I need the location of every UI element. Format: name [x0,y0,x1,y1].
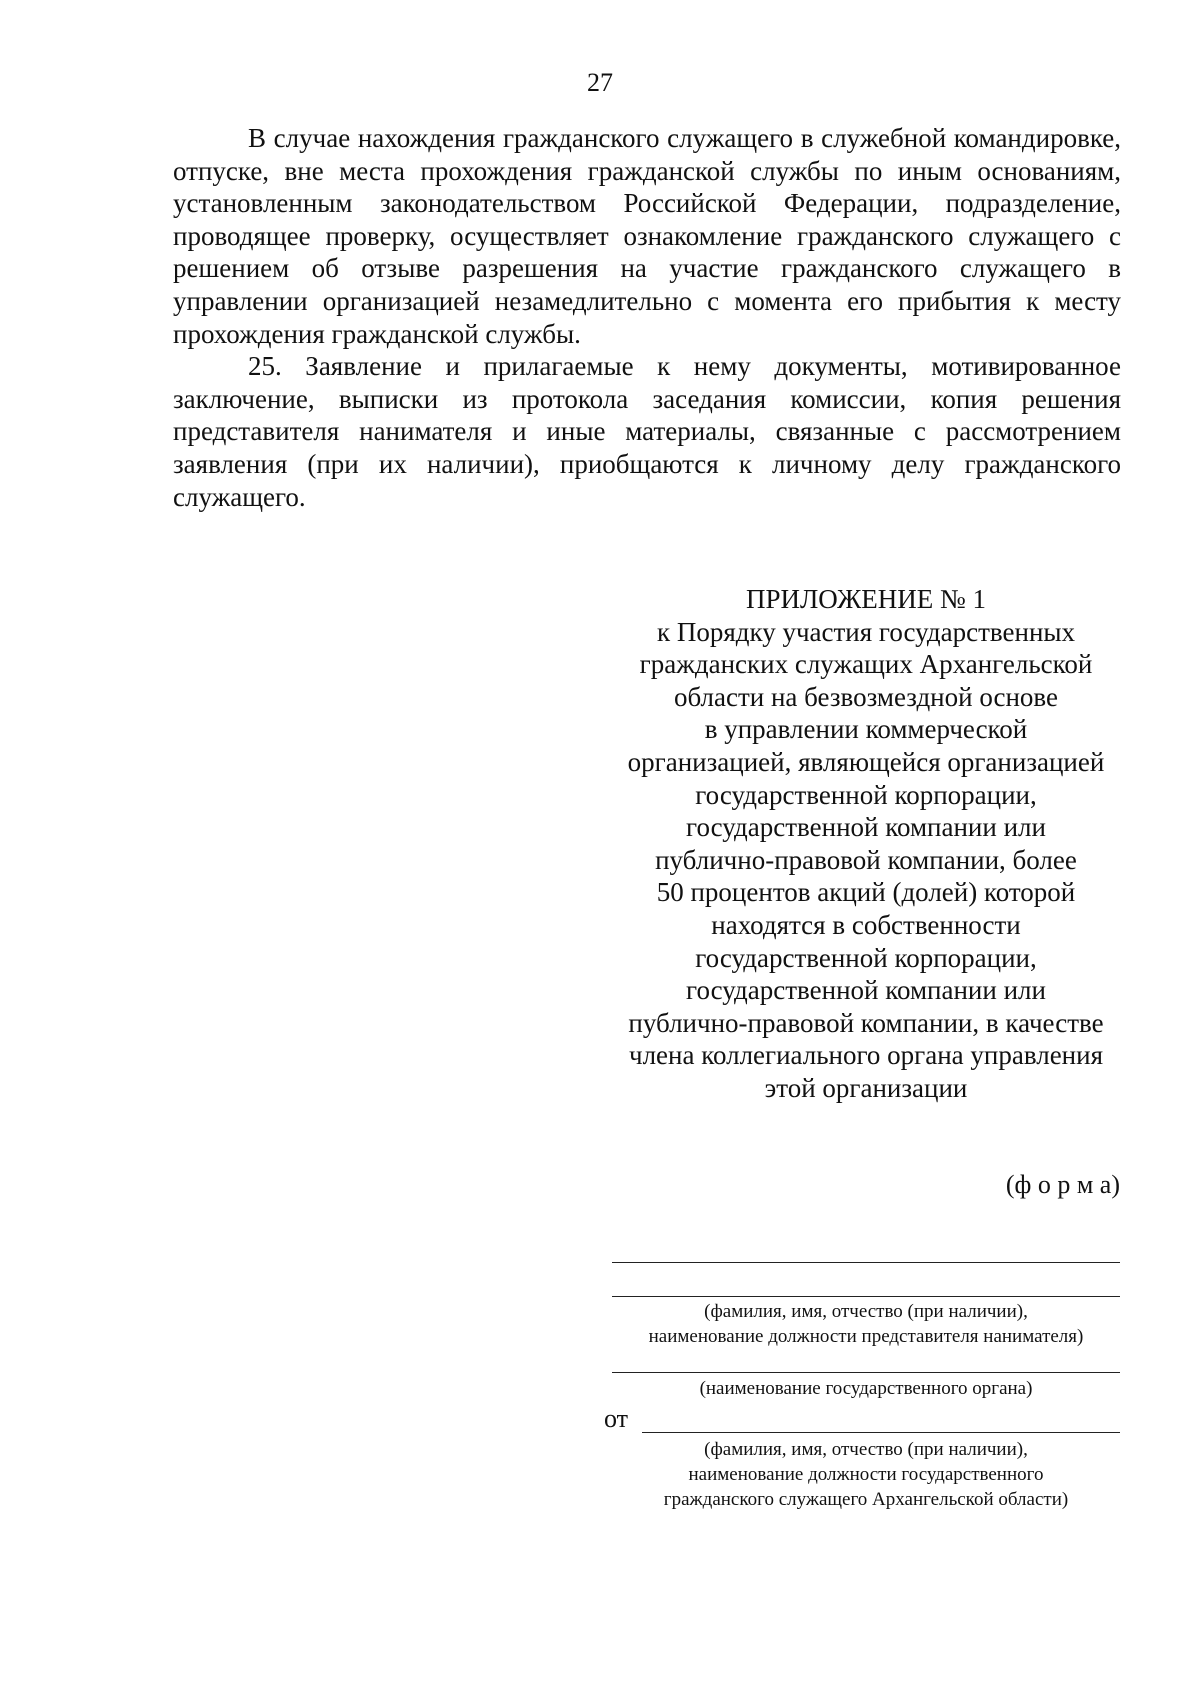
page-number: 27 [587,68,613,97]
from-label: от [604,1404,629,1433]
body-text [173,122,1121,513]
annex-block [612,583,1120,1105]
agency-line [612,1372,1120,1373]
employer-caption: (фамилия, имя, отчество (при наличии), наименование должности представителя нанимателя) [648,1301,1084,1347]
employee-line [642,1432,1120,1433]
employer-line-2 [612,1296,1120,1297]
paragraph-business-trip: В случае нахождения гражданского служащего в служебной командировке, отпуске, вне места прохождения гражданской службы по иным основаниям, установленным законодательством Российской Федерации, подразделение, проводящее проверку, осуществляет ознакомление гражданского служащего с решением об отзыве разрешения на участие гражданского служащего в управлении организацией незамедлительно с момента его прибытия к месту прохождения гражданской службы. [173,123,1121,349]
employee-caption: (фамилия, имя, отчество (при наличии), наименование должности государственного гражданского служащего Архангельской области) [663,1439,1069,1510]
annex-title: ПРИЛОЖЕНИЕ № 1 [745,584,987,614]
paragraph-25: 25. Заявление и прилагаемые к нему документы, мотивированное заключение, выписки из протокола заседания комиссии, копия решения представителя нанимателя и иные материалы, связанные с рассмотрением заявления (при их наличии), приобщаются к личному делу гражданского служащего. [173,351,1121,512]
form-mark: (ф о р м а) [1005,1170,1120,1199]
agency-caption: (наименование государственного органа) [699,1378,1033,1399]
employer-line-1 [612,1262,1120,1263]
annex-description: к Порядку участия государственных гражданских служащих Архангельской области на безвозмездной основе в управлении коммерческой организацией, являющейся организацией государственной корпорации, государственной компании или публично-правовой компании, более 50 процентов акций (долей) которой находятся в собственности государственной корпорации, государственной компании или публично-правовой компании, в качестве члена коллегиального органа управления этой организации [627,616,1105,1103]
